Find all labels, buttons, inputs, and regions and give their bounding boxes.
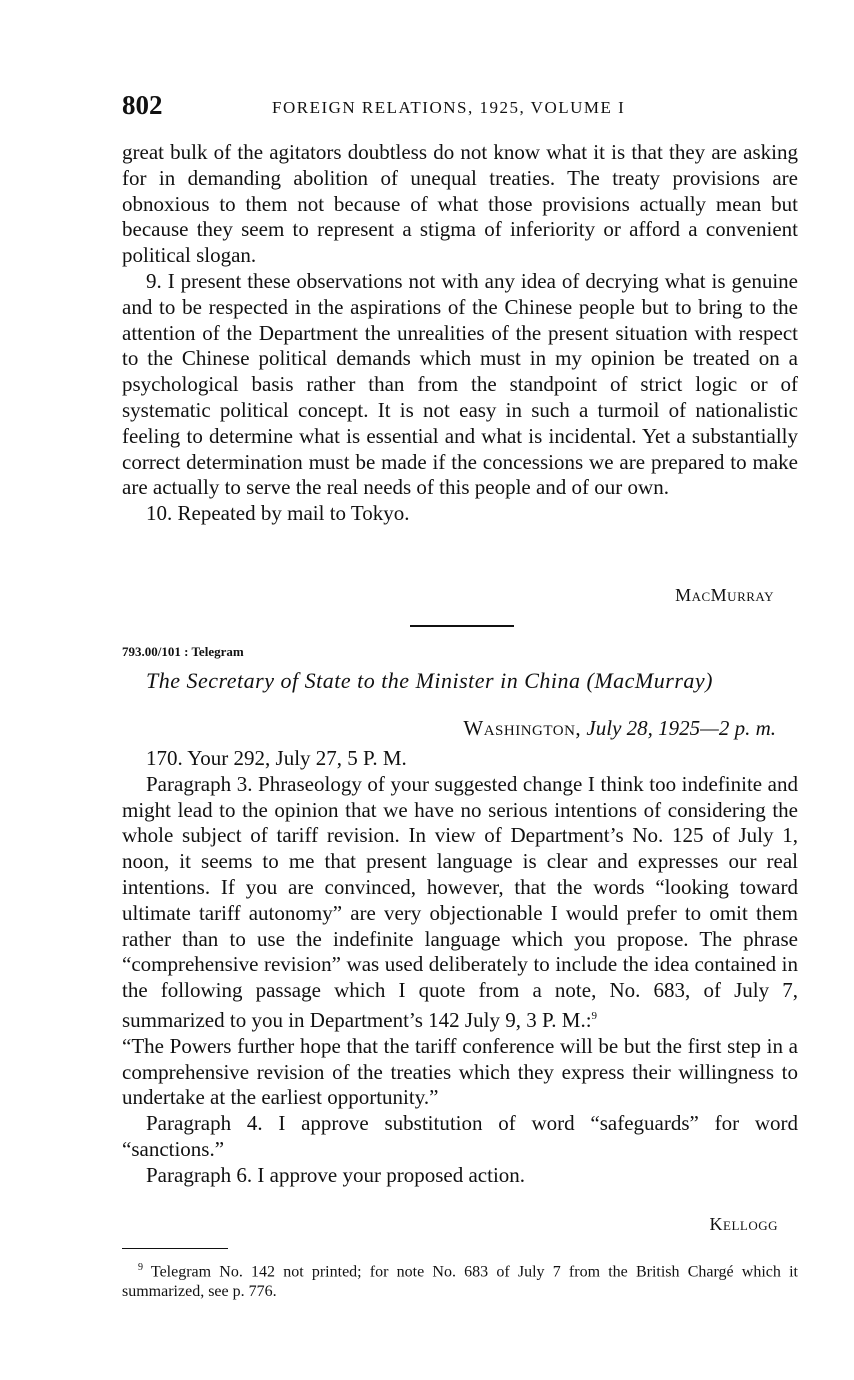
dateline-date: July 28, 1925—2 p. m.: [586, 716, 776, 740]
page-number: 802: [122, 90, 163, 120]
telegram-body: [122, 746, 798, 1189]
continuation-paragraph: great bulk of the agitators doubtless do not know what it is that they are asking for in demanding abolition of unequal treaties. The treaty provisions are obnoxious to them not because of what those provisions actually mean but because they seem to represent a stigma of inferiority or afford a convenient political slogan.: [122, 140, 798, 268]
page-header: [122, 90, 802, 126]
dateline-place: Washington,: [463, 716, 582, 740]
footnote-marker: 9: [138, 1262, 143, 1273]
paragraph-6: Paragraph 6. I approve your proposed action.: [146, 1162, 526, 1187]
footnote: [122, 1258, 798, 1302]
section-divider: [410, 625, 514, 627]
prior-document-body: [122, 140, 798, 527]
paragraph-4: Paragraph 4. I approve substitution of word “safeguards” for word “sanctions.”: [122, 1111, 798, 1161]
dateline: [463, 716, 776, 741]
document-title: The Secretary of State to the Minister in China (MacMurray): [146, 668, 713, 693]
footnote-reference: 9: [591, 1009, 598, 1022]
paragraph-170: 170. Your 292, July 27, 5 P. M.: [146, 746, 407, 770]
footnote-rule: [122, 1248, 228, 1249]
paragraph-9: 9. I present these observations not with any idea of decrying what is genuine and to be respected in the aspirations of the Chinese people but to bring to the attention of the Department the unrealities of the present situation with respect to the Chinese political demands which must in my opinion be treated on a psychological basis rather than from the standpoint of strict logic or of systematic political concept. It is not easy in such a turmoil of nationalistic feeling to determine what is essential and what is incidental. Yet a substantially correct determination must be made if the concessions we are prepared to make are actually to serve the real needs of this people and of our own.: [122, 268, 798, 500]
signature-macmurray: MacMurray: [675, 585, 774, 605]
paragraph-3-text: Paragraph 3. Phraseology of your suggested change I think too indefinite and might lead to the opinion that we have no serious intentions of considering the whole subject of tariff revision. In view of Department’s No. 125 of July 1, noon, it seems to me that present language is clear and expresses our real intentions. If you are convinced, however, that the words “looking toward ultimate tariff autonomy” are very objectionable I would prefer to omit them rather than to use the indefinite language which you propose. The phrase “comprehensive revision” was used deliberately to include the idea contained in the following passage which I quote from a note, No. 683, of July 7, summarized to you in Department’s 142 July 9, 3 P. M.:: [122, 771, 798, 1032]
footnote-text: Telegram No. 142 not printed; for note No. 683 of July 7 from the British Chargé which it summarized, see p. 776.: [122, 1263, 798, 1301]
signature-kellogg: Kellogg: [709, 1214, 778, 1234]
paragraph-3: [122, 772, 798, 1034]
quoted-passage: “The Powers further hope that the tariff conference will be but the first step in a comprehensive revision of the treaties which they express their willingness to undertake at the earliest opportunity.”: [122, 1033, 798, 1110]
file-number: 793.00/101 : Telegram: [122, 644, 244, 659]
running-head: FOREIGN RELATIONS, 1925, VOLUME I: [272, 98, 626, 117]
paragraph-10: 10. Repeated by mail to Tokyo.: [146, 501, 410, 526]
